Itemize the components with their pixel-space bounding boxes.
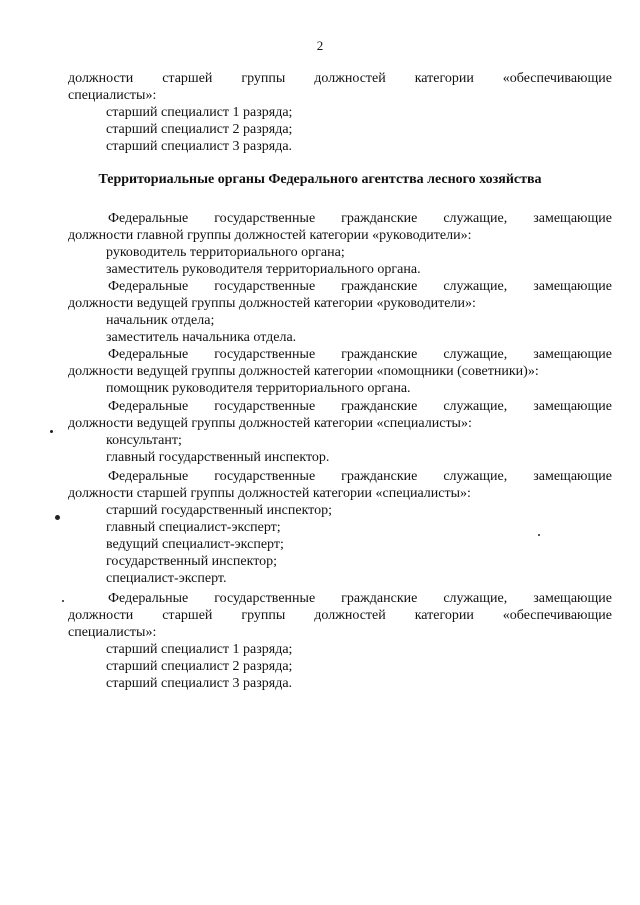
group-line-2: должности старшей группы должностей категории «обеспечивающие	[68, 608, 612, 623]
group-line-1: Федеральные государственные гражданские служащие, замещающие	[108, 591, 612, 606]
group-line-1: Федеральные государственные гражданские служащие, замещающие	[108, 279, 612, 294]
section-heading: Территориальные органы Федерального агентства лесного хозяйства	[98, 172, 542, 187]
group-leading-leaders	[68, 278, 612, 346]
list-item: старший государственный инспектор;	[106, 503, 333, 518]
group-line-1: Федеральные государственные гражданские служащие, замещающие	[108, 399, 612, 414]
page-number: 2	[316, 38, 324, 53]
scan-speck	[62, 600, 64, 602]
group-senior-specialists	[68, 468, 612, 587]
intro-line-2: специалисты»:	[68, 88, 157, 103]
list-item: старший специалист 1 разряда;	[106, 105, 293, 120]
list-item: ведущий специалист-эксперт;	[106, 537, 284, 552]
list-item: помощник руководителя территориального органа.	[106, 381, 411, 396]
group-leading-specialists	[68, 398, 612, 466]
group-line-3: специалисты»:	[68, 625, 157, 640]
group-line-2: должности ведущей группы должностей категории «помощники (советники)»:	[68, 364, 539, 379]
intro-section	[68, 70, 612, 155]
list-item: старший специалист 3 разряда.	[106, 676, 293, 691]
group-line-2: должности ведущей группы должностей категории «специалисты»:	[68, 416, 472, 431]
scan-speck	[50, 430, 53, 433]
list-item: старший специалист 1 разряда;	[106, 642, 293, 657]
intro-line-1: должности старшей группы должностей категории «обеспечивающие	[68, 71, 612, 86]
list-item: начальник отдела;	[106, 313, 215, 328]
group-line-2: должности ведущей группы должностей категории «руководители»:	[68, 296, 476, 311]
list-item: государственный инспектор;	[106, 554, 278, 569]
list-item: заместитель начальника отдела.	[106, 330, 297, 345]
group-line-1: Федеральные государственные гражданские служащие, замещающие	[108, 347, 612, 362]
list-item: старший специалист 2 разряда;	[106, 122, 293, 137]
list-item: старший специалист 2 разряда;	[106, 659, 293, 674]
group-main-leaders	[68, 210, 612, 278]
list-item: заместитель руководителя территориального органа.	[106, 262, 421, 277]
list-item: главный государственный инспектор.	[106, 450, 330, 465]
group-support-specialists	[68, 590, 612, 692]
list-item: консультант;	[106, 433, 182, 448]
scan-speck	[55, 515, 60, 520]
group-line-2: должности старшей группы должностей категории «специалисты»:	[68, 486, 471, 501]
group-assistants	[68, 346, 612, 397]
list-item: специалист-эксперт.	[106, 571, 227, 586]
list-item: главный специалист-эксперт;	[106, 520, 281, 535]
scan-speck	[538, 534, 540, 536]
group-line-2: должности главной группы должностей категории «руководители»:	[68, 228, 472, 243]
group-line-1: Федеральные государственные гражданские служащие, замещающие	[108, 211, 612, 226]
group-line-1: Федеральные государственные гражданские служащие, замещающие	[108, 469, 612, 484]
list-item: старший специалист 3 разряда.	[106, 139, 293, 154]
list-item: руководитель территориального органа;	[106, 245, 345, 260]
